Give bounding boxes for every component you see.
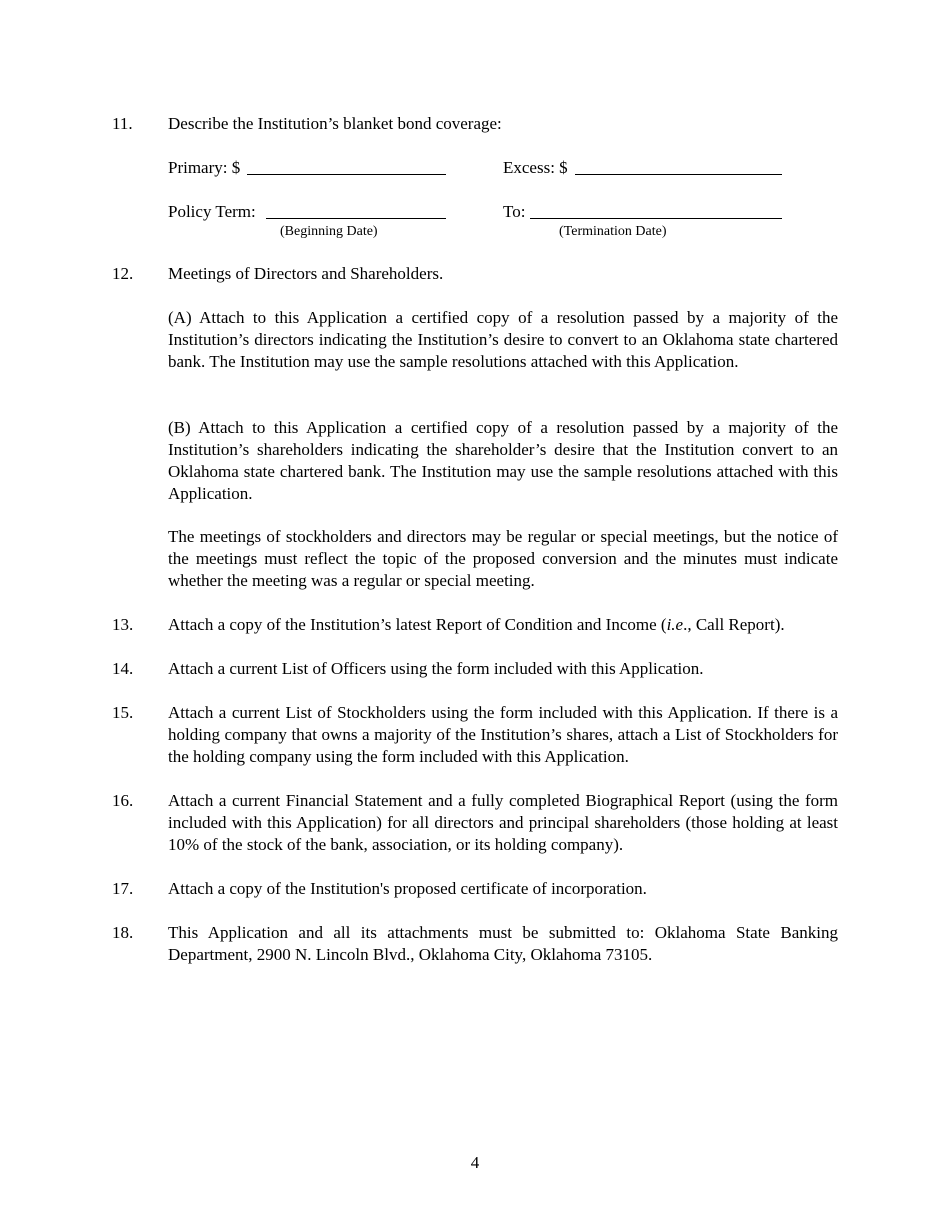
item-16-text: Attach a current Financial Statement and a fully completed Biographical Report (using the form included with this Application) for all directors and principal shareholders (those holding at least 10% of the stock of the bank, association, or its holding company). bbox=[168, 791, 838, 854]
to-label: To: bbox=[503, 202, 526, 221]
item-11-text: Describe the Institution’s blanket bond coverage: bbox=[168, 114, 502, 133]
item-17-text: Attach a copy of the Institution's proposed certificate of incorporation. bbox=[168, 879, 647, 898]
item-18-number: 18. bbox=[112, 923, 134, 942]
item-15-text: Attach a current List of Stockholders using the form included with this Application. If there is a holding company that owns a majority of the Institution’s shares, attach a List of Stockholders for the holding company using the form included with this Application. bbox=[168, 703, 838, 766]
item-15-number: 15. bbox=[112, 703, 134, 722]
item-12-title: Meetings of Directors and Shareholders. bbox=[168, 264, 444, 283]
page-number: 4 bbox=[470, 1153, 480, 1172]
beginning-date-caption: (Beginning Date) bbox=[280, 224, 378, 239]
primary-label: Primary: $ bbox=[168, 158, 241, 177]
excess-label: Excess: $ bbox=[503, 158, 568, 177]
item-13-number: 13. bbox=[112, 615, 134, 634]
item-14-number: 14. bbox=[112, 659, 134, 678]
excess-amount-field[interactable] bbox=[575, 174, 782, 175]
item-14-text: Attach a current List of Officers using the form included with this Application. bbox=[168, 659, 704, 678]
policy-term-label: Policy Term: bbox=[168, 202, 256, 221]
item-12-number: 12. bbox=[112, 264, 134, 283]
item-13-text bbox=[168, 614, 838, 636]
item-17-number: 17. bbox=[112, 879, 134, 898]
item-18-text: This Application and all its attachments must be submitted to: Oklahoma State Banking Department, 2900 N. Lincoln Blvd., Oklahoma City, Oklahoma 73105. bbox=[168, 923, 838, 964]
beginning-date-field[interactable] bbox=[266, 218, 446, 219]
item-12-paragraph-c: The meetings of stockholders and directors may be regular or special meetings, but the notice of the meetings must reflect the topic of the proposed conversion and the minutes must indicate whether the meeting was a regular or special meeting. bbox=[168, 527, 838, 590]
item-12-paragraph-a: (A) Attach to this Application a certified copy of a resolution passed by a majority of the Institution’s directors indicating the Institution’s desire to convert to an Oklahoma state chartered bank. The Institution may use the sample resolutions attached with this Application. bbox=[168, 308, 838, 371]
item-11-number: 11. bbox=[112, 114, 133, 133]
item-13-text-after: ., Call Report). bbox=[683, 615, 785, 634]
primary-amount-field[interactable] bbox=[247, 174, 446, 175]
termination-date-field[interactable] bbox=[530, 218, 782, 219]
item-13-text-italic: i.e bbox=[666, 615, 684, 634]
termination-date-caption: (Termination Date) bbox=[559, 224, 667, 239]
item-13-text-before: Attach a copy of the Institution’s latest Report of Condition and Income ( bbox=[168, 615, 667, 634]
item-16-number: 16. bbox=[112, 791, 134, 810]
item-12-paragraph-b: (B) Attach to this Application a certified copy of a resolution passed by a majority of the Institution’s shareholders indicating the shareholder’s desire that the Institution convert to an Oklahoma state chartered bank. The Institution may use the sample resolutions attached with this Application. bbox=[168, 418, 838, 503]
